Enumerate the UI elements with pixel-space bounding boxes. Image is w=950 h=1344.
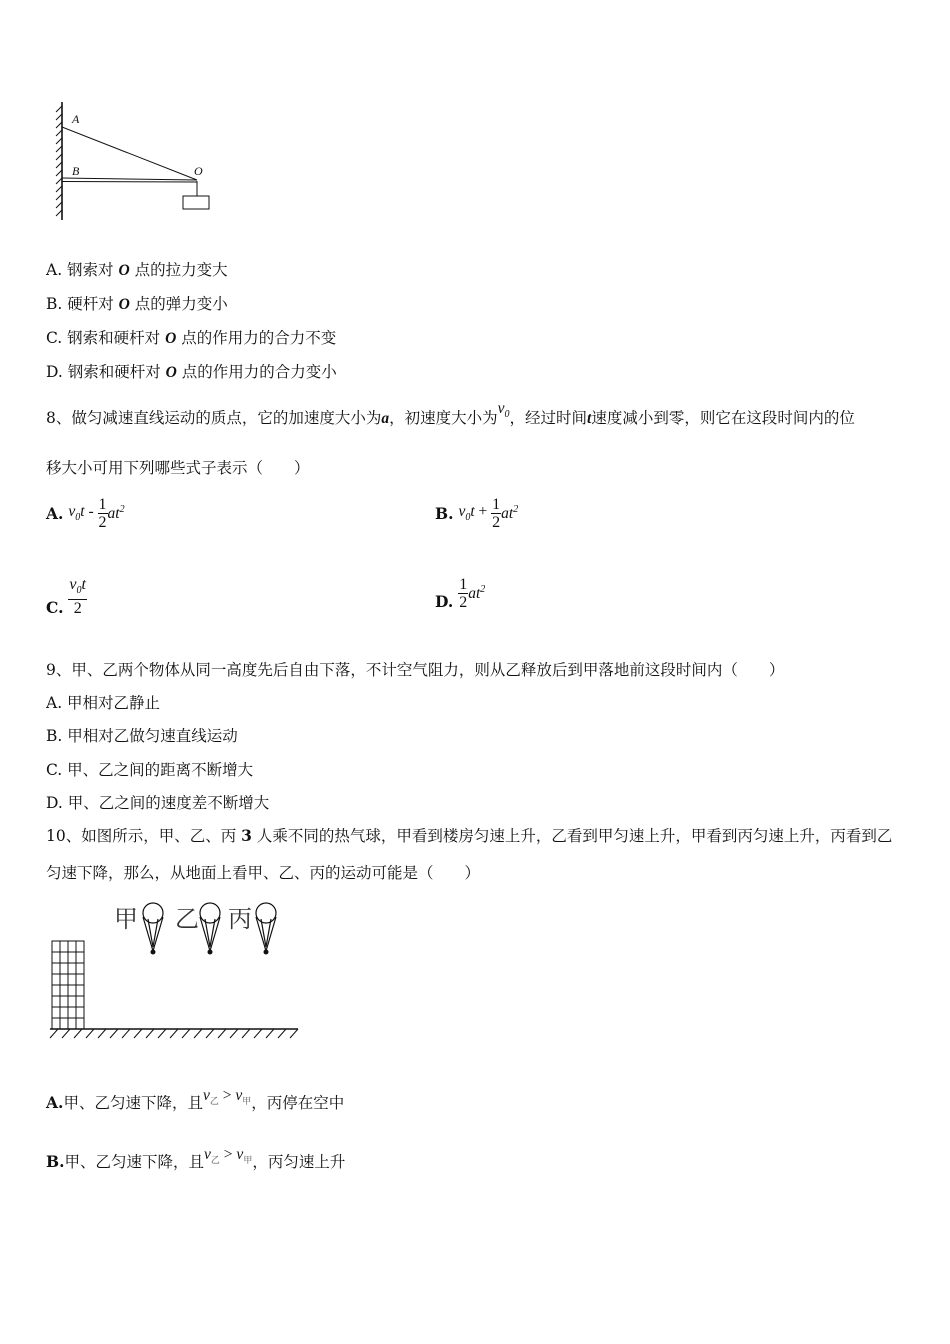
q10-option-b-label: B. [46,1152,65,1171]
frac-num [68,576,87,599]
q8-option-b-expr [458,503,492,524]
expr-t: t [80,503,85,521]
q8-var-t: t [587,410,592,427]
q8-stem-text: 速度减小到零，则它在这段时间内的位 [591,409,855,427]
q10-option-b-text-end: ，丙匀速上升 [252,1153,346,1171]
q8-option-a-label: A. [46,504,64,523]
q9-option-c[interactable]: C. 甲、乙之间的距离不断增大 [46,761,254,779]
q7-option-a[interactable] [46,260,228,281]
q9-option-d[interactable]: D. 甲、乙之间的速度差不断增大 [46,794,270,812]
q8-v: v [497,400,505,417]
expr-at [108,505,125,522]
fraction-half [491,496,501,531]
q8-option-c-label: C. [46,598,64,618]
q7-option-b-text: B. 硬杆对 [46,295,119,313]
q8-option-b[interactable] [435,496,518,531]
q9-option-b[interactable]: B. 甲相对乙做匀速直线运动 [46,727,238,745]
q8-option-b-label: B. [435,504,454,523]
velocity-compare [202,1087,252,1107]
q8-option-c[interactable] [46,576,87,617]
fraction-v0t-over-2 [68,576,87,617]
expr-at [501,505,518,522]
expr-v: v [69,576,77,593]
q10-option-a[interactable] [46,1087,345,1119]
gt: > [219,1146,237,1163]
expr-t: t [81,576,86,593]
q10-stem-num: 3 [241,826,252,845]
expr-v: v [458,503,466,521]
fraction-half [458,576,468,611]
q10-option-b[interactable] [46,1146,346,1178]
q7-option-d[interactable] [46,362,337,383]
sub-jia: 甲 [242,1096,252,1107]
q8-option-a[interactable] [46,496,125,531]
expr-t: t [470,503,475,521]
gt: > [218,1087,236,1104]
expr-sub: 0 [75,512,81,524]
expr-sub: 0 [465,512,471,524]
expr-sq: 2 [513,503,519,515]
q7-option-a-text-end: 点的拉力变大 [129,261,228,279]
frac-num: 1 [98,496,107,513]
q7-option-c[interactable] [46,328,336,349]
q7-option-c-text-end: 点的作用力的合力不变 [176,329,337,347]
point-a-label: A [72,112,80,126]
q9-option-a[interactable]: A. 甲相对乙静止 [46,694,161,712]
q7-option-c-text: C. 钢索和硬杆对 [46,329,166,347]
frac-den: 2 [459,594,468,611]
q8-stem-text: 8、做匀减速直线运动的质点，它的加速度大小为 [46,409,382,427]
q8-option-d[interactable] [435,576,485,611]
balloon-label-bing: 丙 [228,905,252,933]
q8-stem-text: ，经过时间 [509,409,588,427]
expr-sub: 0 [76,585,82,597]
v: v [202,1087,210,1104]
q8-option-a-expr [68,503,98,524]
frac-den: 2 [492,514,501,531]
q8-var-a: a [381,410,390,427]
frac-den: 2 [98,514,107,531]
q10-stem-text: 10、如图所示，甲、乙、丙 [46,827,242,845]
sub-yi: 乙 [209,1096,219,1107]
frac-num: 1 [459,576,468,593]
q7-option-c-var: O [165,330,177,347]
expr-at-text: at [468,585,481,603]
q7-option-b-text-end: 点的弹力变小 [129,295,228,313]
sub-jia: 甲 [243,1155,253,1166]
balloon-label-yi: 乙 [175,905,199,933]
velocity-compare [204,1146,253,1166]
balloon-label-jia: 甲 [114,905,138,933]
q7-option-a-text: A. 钢索对 [46,261,119,279]
q9-stem: 9、甲、乙两个物体从同一高度先后自由下落，不计空气阻力，则从乙释放后到甲落地前这段时间内（ ） [46,661,785,679]
q7-option-d-var: O [165,364,177,381]
q7-option-b[interactable] [46,294,228,315]
expr-minus: - [84,503,98,521]
frac-den: 2 [68,599,87,617]
q8-v0 [497,400,510,421]
expr-sq: 2 [480,583,486,595]
point-b-label: B [72,164,80,178]
expr-v: v [68,503,76,521]
q10-stem-line1 [46,826,892,846]
q8-stem-line1 [46,400,855,435]
q10-option-a-text-end: ，丙停在空中 [251,1094,345,1112]
expr-at [468,585,485,602]
v: v [235,1087,243,1104]
q8-v-sub: 0 [504,409,510,421]
frac-num: 1 [492,496,501,513]
q7-option-d-text-end: 点的作用力的合力变小 [176,363,337,381]
expr-at-text: at [107,505,120,523]
q7-option-a-var: O [118,262,130,279]
q8-stem-line2: 移大小可用下列哪些式子表示（ ） [46,459,310,477]
expr-plus: + [474,503,492,521]
q10-option-a-text: 甲、乙匀速下降，且 [63,1094,203,1112]
q10-option-b-text: 甲、乙匀速下降，且 [64,1153,205,1171]
v: v [204,1146,211,1163]
expr-at-text: at [501,505,514,523]
q8-stem-text: ，初速度大小为 [389,409,498,427]
q7-option-b-var: O [118,296,130,313]
expr-sq: 2 [119,503,125,515]
sub-yi: 乙 [210,1155,220,1166]
q10-stem-text: 人乘不同的热气球，甲看到楼房匀速上升，乙看到甲匀速上升，甲看到丙匀速上升，丙看到乙 [251,827,893,845]
q10-stem-line2: 匀速下降，那么，从地面上看甲、乙、丙的运动可能是（ ） [46,864,481,882]
fraction-half [98,496,108,531]
q7-option-d-text: D. 钢索和硬杆对 [46,363,166,381]
q8-option-d-label: D. [435,592,454,611]
v: v [236,1146,244,1163]
q10-option-a-label: A. [46,1093,64,1112]
point-o-label: O [194,164,203,178]
